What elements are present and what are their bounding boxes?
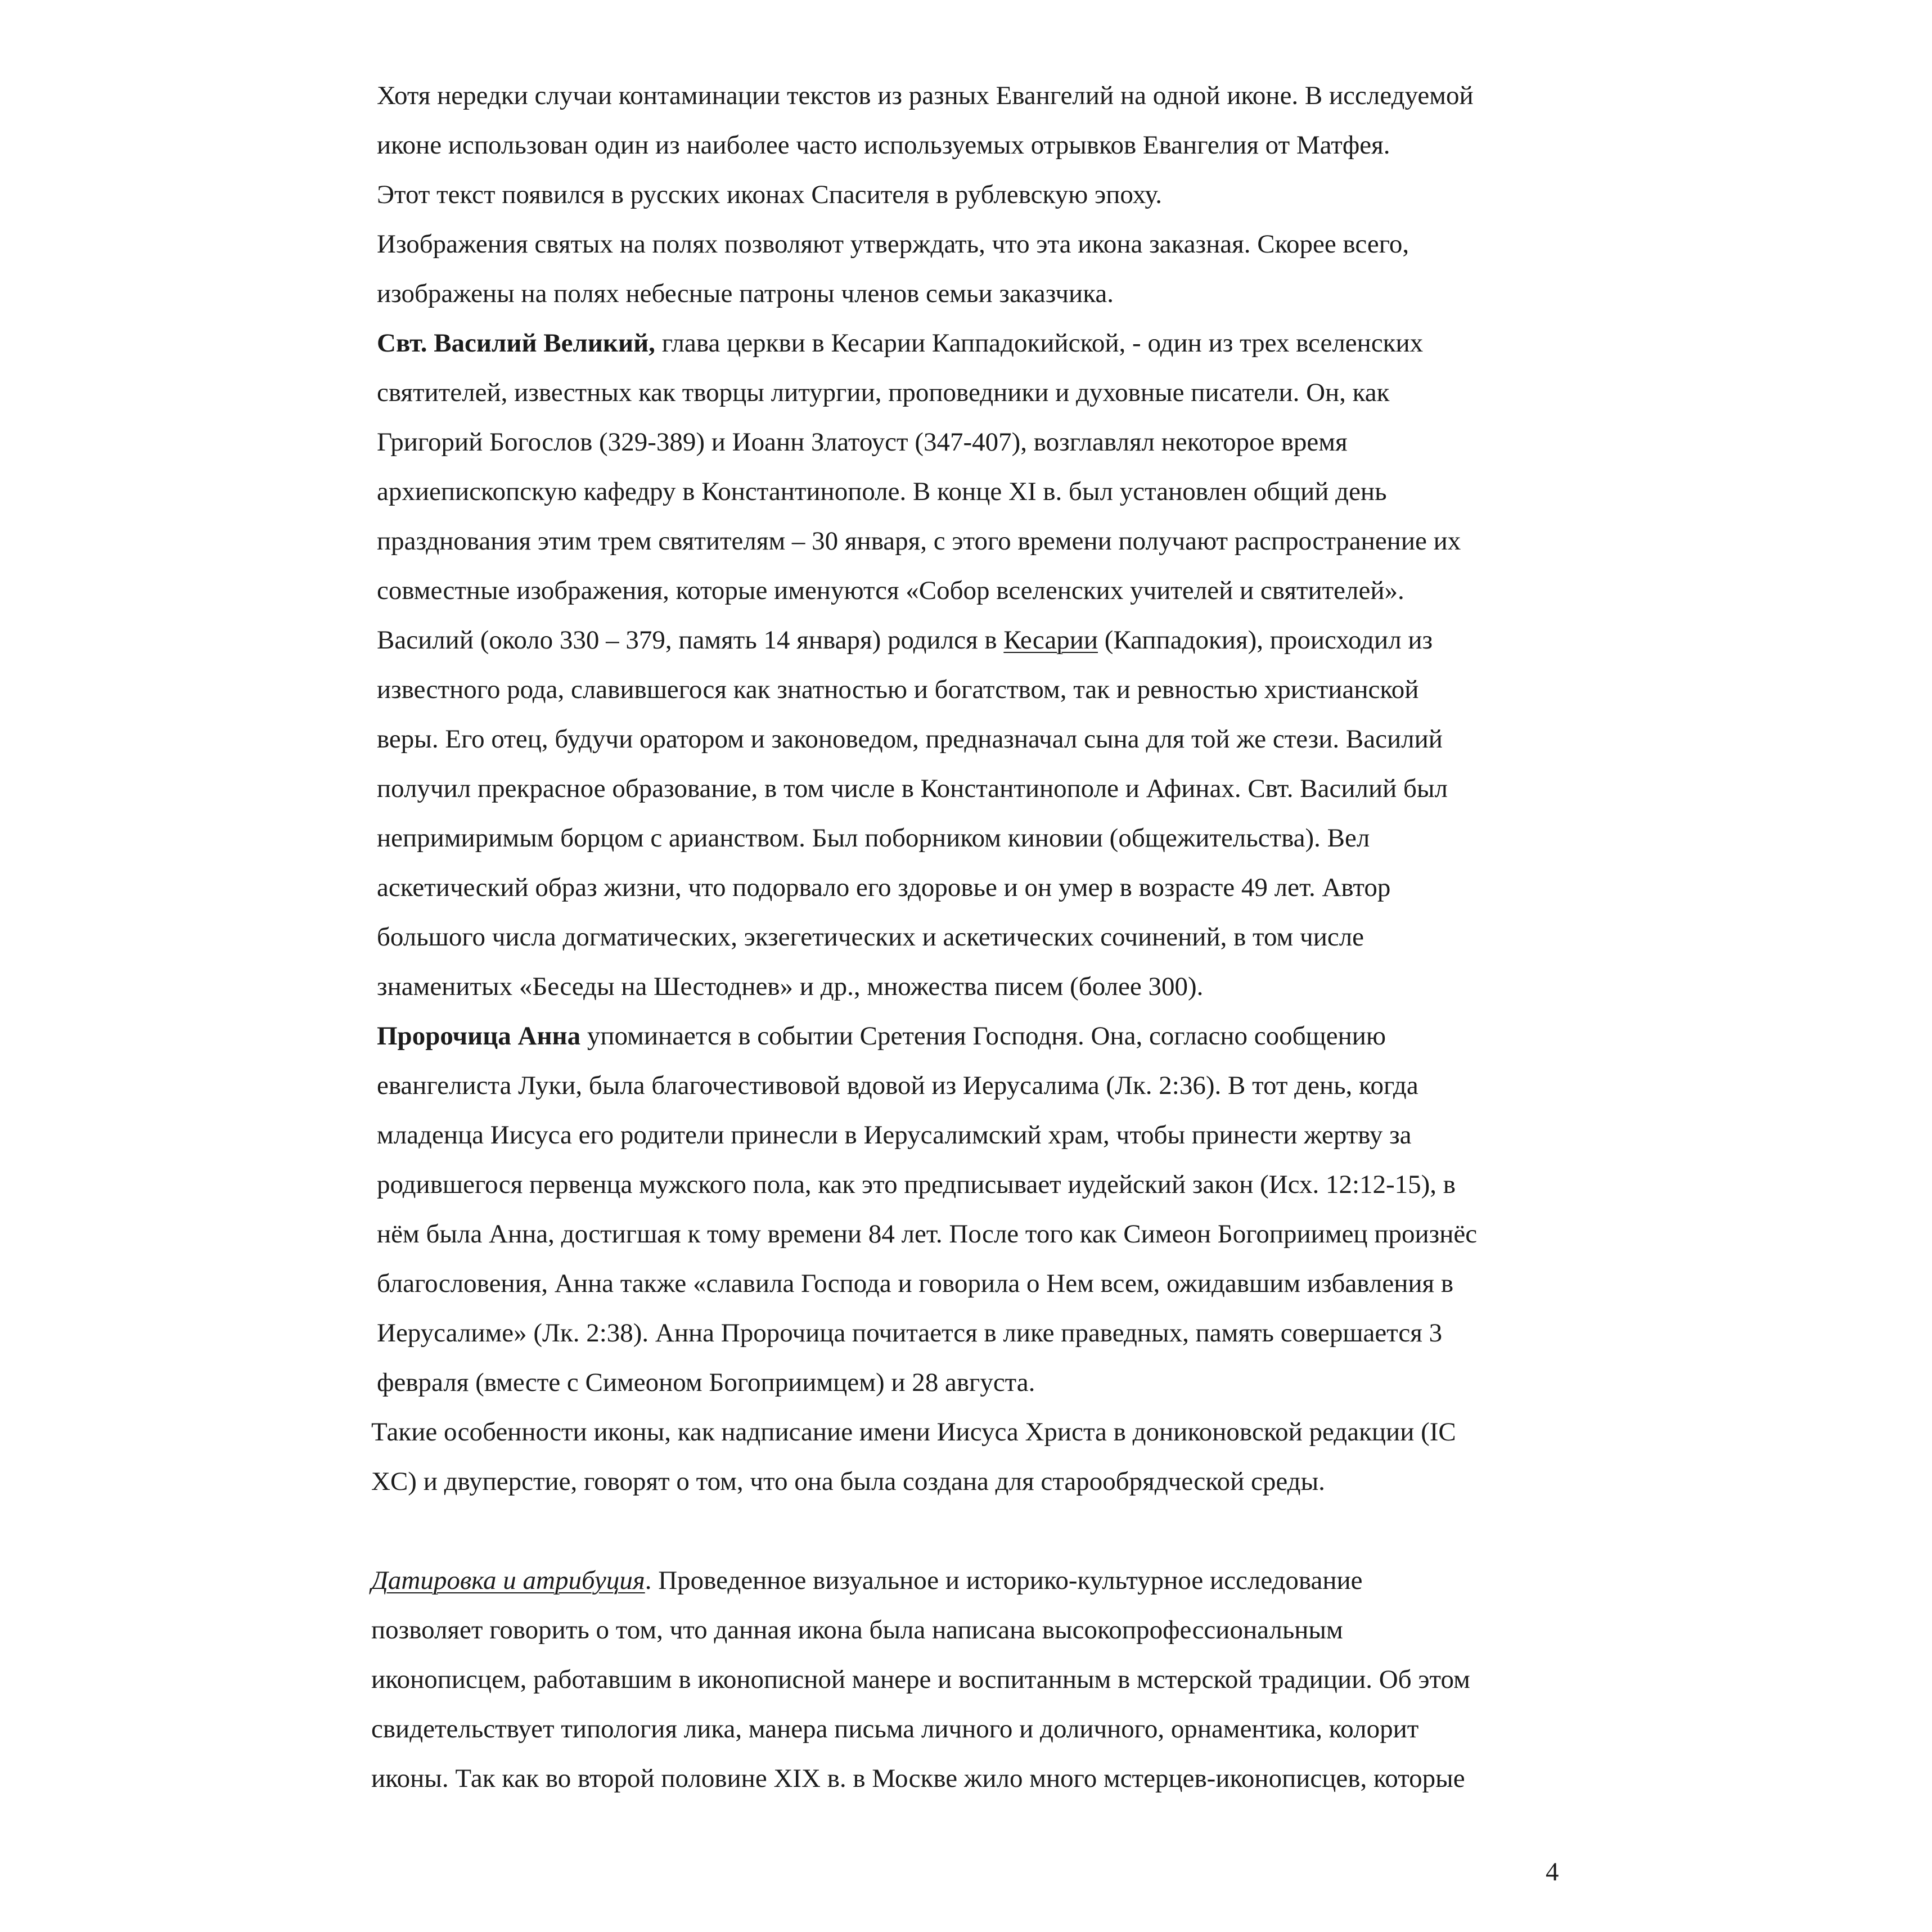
line-text: (Каппадокия), происходил из (1098, 625, 1433, 655)
text-line (377, 1019, 1386, 1053)
text-line: святителей, известных как творцы литургии, проповедники и духовные писатели. Он, как (377, 378, 1390, 407)
text-line: Иерусалиме» (Лк. 2:38). Анна Пророчица почитается в лике праведных, память совершается 3 (377, 1318, 1443, 1348)
text-line: благословения, Анна также «славила Господа и говорила о Нем всем, ожидавшим избавления в (377, 1269, 1454, 1298)
text-line: архиепископскую кафедру в Константинополе. В конце XI в. был установлен общий день (377, 477, 1387, 506)
text-line: родившегося первенца мужского пола, как это предписывает иудейский закон (Исх. 12:12-15), в (377, 1170, 1456, 1199)
text-line: Этот текст появился в русских иконах Спасителя в рублевскую эпоху. (377, 180, 1162, 209)
text-line: иконы. Так как во второй половине XIX в. в Москве жило много мстерцев-иконописцев, которые (371, 1764, 1465, 1793)
text-line: Такие особенности иконы, как надписание имени Иисуса Христа в дониконовской редакции (IC (371, 1417, 1456, 1447)
line-text: упоминается в событии Сретения Господня. Она, согласно сообщению (580, 1021, 1386, 1051)
text-line: большого числа догматических, экзегетических и аскетических сочинений, в том числе (377, 922, 1364, 952)
text-line: евангелиста Луки, была благочестивовой вдовой из Иерусалима (Лк. 2:36). В тот день, когда (377, 1071, 1418, 1100)
text-line: веры. Его отец, будучи оратором и законоведом, предназначал сына для той же стези. Василий (377, 724, 1443, 754)
text-line: свидетельствует типология лика, манера письма личного и доличного, орнаментика, колорит (371, 1714, 1419, 1744)
text-line: получил прекрасное образование, в том числе в Константинополе и Афинах. Свт. Василий был (377, 774, 1448, 803)
text-line: аскетический образ жизни, что подорвало его здоровье и он умер в возрасте 49 лет. Автор (377, 873, 1391, 902)
underlined-word: Кесарии (1003, 625, 1098, 655)
text-line: Хотя нередки случаи контаминации текстов из разных Евангелий на одной иконе. В исследуемой (377, 81, 1474, 110)
text-line: позволяет говорить о том, что данная икона была написана высокопрофессиональным (371, 1615, 1343, 1645)
page-number: 4 (1546, 1857, 1559, 1886)
text-line: знаменитых «Беседы на Шестоднев» и др., множества писем (более 300). (377, 972, 1204, 1001)
text-line: изображены на полях небесные патроны членов семьи заказчика. (377, 279, 1114, 308)
line-text: . Проведенное визуальное и историко-культурное исследование (645, 1566, 1363, 1595)
text-line: Григорий Богослов (329-389) и Иоанн Златоуст (347-407), возглавлял некоторое время (377, 427, 1348, 457)
text-line: XC) и двуперстие, говорят о том, что она была создана для старообрядческой среды. (371, 1467, 1325, 1496)
text-line: иконописцем, работавшим в иконописной манере и воспитанным в мстерской традиции. Об этом (371, 1665, 1470, 1694)
text-line: празднования этим трем святителям – 30 января, с этого времени получают распространение их (377, 526, 1461, 556)
text-line (371, 1564, 1363, 1597)
text-line: Изображения святых на полях позволяют утверждать, что эта икона заказная. Скорее всего, (377, 229, 1409, 259)
bold-heading: Свт. Василий Великий, (377, 328, 655, 358)
text-line: известного рода, славившегося как знатностью и богатством, так и ревностью христианской (377, 675, 1419, 704)
bold-heading: Пророчица Анна (377, 1021, 581, 1051)
line-text: Василий (около 330 – 379, память 14 января) родился в (377, 625, 1004, 655)
text-line (377, 326, 1423, 360)
text-line (377, 623, 1433, 657)
section-heading: Датировка и атрибуция (371, 1566, 645, 1595)
line-text: глава церкви в Кесарии Каппадокийской, - один из трех вселенских (655, 328, 1424, 358)
text-line: иконе использован один из наиболее часто используемых отрывков Евангелия от Матфея. (377, 130, 1390, 160)
text-line: непримиримым борцом с арианством. Был поборником киновии (общежительства). Вел (377, 823, 1370, 853)
text-line: совместные изображения, которые именуются «Собор вселенских учителей и святителей». (377, 576, 1404, 605)
text-line: февраля (вместе с Симеоном Богоприимцем) и 28 августа. (377, 1368, 1035, 1397)
text-line: младенца Иисуса его родители принесли в Иерусалимский храм, чтобы принести жертву за (377, 1120, 1412, 1150)
text-line: нём была Анна, достигшая к тому времени 84 лет. После того как Симеон Богоприимец произнёс (377, 1219, 1478, 1249)
